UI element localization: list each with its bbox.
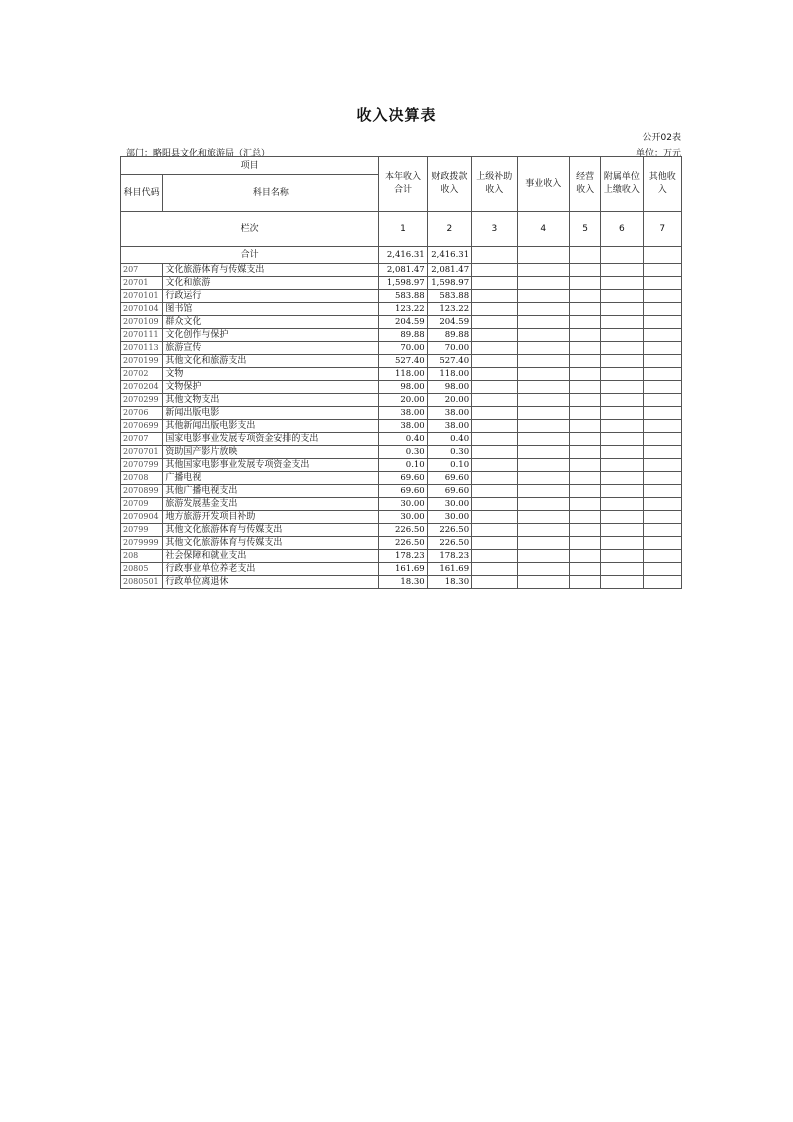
row-other	[643, 511, 681, 524]
table-row	[121, 277, 682, 290]
row-superior	[472, 485, 517, 498]
row-total: 38.00	[379, 407, 427, 420]
row-code: 208	[121, 550, 163, 563]
row-other	[643, 537, 681, 550]
total-row	[121, 247, 682, 264]
row-total: 2,081.47	[379, 264, 427, 277]
row-other	[643, 459, 681, 472]
row-other	[643, 329, 681, 342]
row-affiliated	[601, 511, 643, 524]
row-total: 0.30	[379, 446, 427, 459]
row-name: 其他文物支出	[163, 394, 379, 407]
row-other	[643, 407, 681, 420]
column-index-2: 2	[427, 212, 471, 247]
row-fiscal: 38.00	[427, 407, 471, 420]
row-total: 161.69	[379, 563, 427, 576]
row-superior	[472, 303, 517, 316]
table-row	[121, 433, 682, 446]
row-business	[517, 329, 569, 342]
row-total: 98.00	[379, 381, 427, 394]
row-name: 图书馆	[163, 303, 379, 316]
row-affiliated	[601, 576, 643, 589]
table-row	[121, 420, 682, 433]
total-fiscal: 2,416.31	[427, 247, 471, 264]
row-other	[643, 485, 681, 498]
row-affiliated	[601, 433, 643, 446]
row-name: 旅游宣传	[163, 342, 379, 355]
row-other	[643, 433, 681, 446]
row-total: 204.59	[379, 316, 427, 329]
table-row	[121, 524, 682, 537]
row-operating	[569, 329, 600, 342]
row-superior	[472, 355, 517, 368]
row-code: 20706	[121, 407, 163, 420]
table-row	[121, 264, 682, 277]
row-name: 地方旅游开发项目补助	[163, 511, 379, 524]
row-total: 18.30	[379, 576, 427, 589]
row-fiscal: 118.00	[427, 368, 471, 381]
header-total: 本年收入合计	[379, 157, 427, 212]
row-code: 2070104	[121, 303, 163, 316]
row-operating	[569, 563, 600, 576]
row-other	[643, 576, 681, 589]
row-name: 文化创作与保护	[163, 329, 379, 342]
row-name: 资助国产影片放映	[163, 446, 379, 459]
income-table	[120, 156, 682, 589]
department-label: 部门：略阳县文化和旅游局（汇总）	[126, 149, 271, 159]
row-business	[517, 485, 569, 498]
table-row	[121, 368, 682, 381]
row-code: 20709	[121, 498, 163, 511]
row-business	[517, 290, 569, 303]
row-affiliated	[601, 303, 643, 316]
row-affiliated	[601, 407, 643, 420]
row-code: 20799	[121, 524, 163, 537]
row-business	[517, 264, 569, 277]
row-other	[643, 264, 681, 277]
row-operating	[569, 290, 600, 303]
column-index-label: 栏次	[121, 212, 379, 247]
row-total: 226.50	[379, 524, 427, 537]
row-operating	[569, 316, 600, 329]
row-code: 20708	[121, 472, 163, 485]
row-business	[517, 277, 569, 290]
row-affiliated	[601, 550, 643, 563]
row-affiliated	[601, 277, 643, 290]
row-business	[517, 472, 569, 485]
row-affiliated	[601, 264, 643, 277]
row-fiscal: 98.00	[427, 381, 471, 394]
table-row	[121, 407, 682, 420]
table-row	[121, 537, 682, 550]
row-affiliated	[601, 394, 643, 407]
row-superior	[472, 472, 517, 485]
table-row	[121, 290, 682, 303]
row-affiliated	[601, 537, 643, 550]
row-name: 其他国家电影事业发展专项资金支出	[163, 459, 379, 472]
row-code: 20805	[121, 563, 163, 576]
row-operating	[569, 550, 600, 563]
row-code: 2070799	[121, 459, 163, 472]
row-affiliated	[601, 316, 643, 329]
header-name: 科目名称	[163, 175, 379, 212]
row-code: 2070109	[121, 316, 163, 329]
row-name: 其他文化旅游体育与传媒支出	[163, 524, 379, 537]
row-superior	[472, 576, 517, 589]
total-sum: 2,416.31	[379, 247, 427, 264]
row-total: 20.00	[379, 394, 427, 407]
table-row	[121, 316, 682, 329]
row-operating	[569, 498, 600, 511]
row-other	[643, 368, 681, 381]
row-name: 文化和旅游	[163, 277, 379, 290]
row-operating	[569, 576, 600, 589]
row-fiscal: 89.88	[427, 329, 471, 342]
row-other	[643, 290, 681, 303]
row-other	[643, 524, 681, 537]
row-affiliated	[601, 524, 643, 537]
row-superior	[472, 420, 517, 433]
row-fiscal: 2,081.47	[427, 264, 471, 277]
row-operating	[569, 446, 600, 459]
row-total: 123.22	[379, 303, 427, 316]
row-superior	[472, 394, 517, 407]
table-row	[121, 485, 682, 498]
row-operating	[569, 342, 600, 355]
table-row	[121, 381, 682, 394]
row-superior	[472, 459, 517, 472]
row-other	[643, 563, 681, 576]
row-fiscal: 123.22	[427, 303, 471, 316]
table-row	[121, 511, 682, 524]
row-code: 2070204	[121, 381, 163, 394]
row-affiliated	[601, 459, 643, 472]
row-code: 207	[121, 264, 163, 277]
row-name: 其他新闻出版电影支出	[163, 420, 379, 433]
row-name: 其他文化旅游体育与传媒支出	[163, 537, 379, 550]
row-name: 广播电视	[163, 472, 379, 485]
row-business	[517, 420, 569, 433]
row-code: 2070699	[121, 420, 163, 433]
row-business	[517, 303, 569, 316]
table-row	[121, 472, 682, 485]
row-operating	[569, 355, 600, 368]
row-name: 其他广播电视支出	[163, 485, 379, 498]
row-total: 69.60	[379, 485, 427, 498]
row-business	[517, 342, 569, 355]
header-code: 科目代码	[121, 175, 163, 212]
row-name: 文物	[163, 368, 379, 381]
row-business	[517, 563, 569, 576]
row-name: 旅游发展基金支出	[163, 498, 379, 511]
row-fiscal: 226.50	[427, 537, 471, 550]
row-other	[643, 342, 681, 355]
row-other	[643, 446, 681, 459]
row-fiscal: 69.60	[427, 485, 471, 498]
table-row	[121, 394, 682, 407]
row-other	[643, 355, 681, 368]
report-title: 收入决算表	[356, 106, 437, 124]
row-business	[517, 407, 569, 420]
row-superior	[472, 537, 517, 550]
header-affiliated: 附属单位上缴收入	[601, 157, 643, 212]
column-index-3: 3	[472, 212, 517, 247]
row-total: 178.23	[379, 550, 427, 563]
row-fiscal: 527.40	[427, 355, 471, 368]
row-name: 行政运行	[163, 290, 379, 303]
row-total: 0.10	[379, 459, 427, 472]
row-operating	[569, 537, 600, 550]
row-other	[643, 472, 681, 485]
row-code: 2070113	[121, 342, 163, 355]
row-other	[643, 394, 681, 407]
row-business	[517, 368, 569, 381]
row-code: 2079999	[121, 537, 163, 550]
row-superior	[472, 368, 517, 381]
row-business	[517, 394, 569, 407]
column-index-1: 1	[379, 212, 427, 247]
row-other	[643, 316, 681, 329]
column-index-6: 6	[601, 212, 643, 247]
table-row	[121, 576, 682, 589]
row-business	[517, 446, 569, 459]
row-total: 118.00	[379, 368, 427, 381]
row-code: 20701	[121, 277, 163, 290]
table-row	[121, 303, 682, 316]
table-row	[121, 550, 682, 563]
row-affiliated	[601, 290, 643, 303]
row-fiscal: 38.00	[427, 420, 471, 433]
row-fiscal: 161.69	[427, 563, 471, 576]
row-operating	[569, 277, 600, 290]
header-business: 事业收入	[517, 157, 569, 212]
total-other	[643, 247, 681, 264]
row-other	[643, 550, 681, 563]
row-business	[517, 316, 569, 329]
row-total: 583.88	[379, 290, 427, 303]
row-fiscal: 70.00	[427, 342, 471, 355]
row-superior	[472, 381, 517, 394]
row-superior	[472, 563, 517, 576]
row-superior	[472, 446, 517, 459]
row-code: 2070899	[121, 485, 163, 498]
row-operating	[569, 459, 600, 472]
row-affiliated	[601, 563, 643, 576]
row-superior	[472, 433, 517, 446]
row-superior	[472, 264, 517, 277]
row-business	[517, 576, 569, 589]
table-row	[121, 563, 682, 576]
row-superior	[472, 511, 517, 524]
row-business	[517, 498, 569, 511]
table-row	[121, 498, 682, 511]
row-affiliated	[601, 485, 643, 498]
total-operating	[569, 247, 600, 264]
header-fiscal: 财政拨款收入	[427, 157, 471, 212]
row-code: 2070111	[121, 329, 163, 342]
row-fiscal: 30.00	[427, 511, 471, 524]
row-code: 2070701	[121, 446, 163, 459]
row-superior	[472, 407, 517, 420]
row-name: 新闻出版电影	[163, 407, 379, 420]
row-other	[643, 277, 681, 290]
row-name: 社会保障和就业支出	[163, 550, 379, 563]
row-affiliated	[601, 472, 643, 485]
total-label: 合计	[121, 247, 379, 264]
row-affiliated	[601, 381, 643, 394]
row-affiliated	[601, 329, 643, 342]
row-total: 89.88	[379, 329, 427, 342]
row-business	[517, 511, 569, 524]
row-name: 行政单位离退休	[163, 576, 379, 589]
row-fiscal: 1,598.97	[427, 277, 471, 290]
row-superior	[472, 550, 517, 563]
column-index-4: 4	[517, 212, 569, 247]
header-project: 项目	[121, 157, 379, 175]
row-operating	[569, 368, 600, 381]
row-total: 527.40	[379, 355, 427, 368]
row-affiliated	[601, 498, 643, 511]
row-other	[643, 498, 681, 511]
row-fiscal: 0.30	[427, 446, 471, 459]
row-superior	[472, 316, 517, 329]
row-operating	[569, 381, 600, 394]
row-superior	[472, 277, 517, 290]
header-other: 其他收入	[643, 157, 681, 212]
row-business	[517, 550, 569, 563]
row-operating	[569, 407, 600, 420]
row-operating	[569, 264, 600, 277]
row-fiscal: 20.00	[427, 394, 471, 407]
table-row	[121, 329, 682, 342]
unit-label: 单位：万元	[635, 149, 681, 159]
header-operating: 经营收入	[569, 157, 600, 212]
row-fiscal: 0.40	[427, 433, 471, 446]
row-operating	[569, 511, 600, 524]
row-other	[643, 303, 681, 316]
row-fiscal: 226.50	[427, 524, 471, 537]
row-total: 226.50	[379, 537, 427, 550]
row-operating	[569, 433, 600, 446]
row-name: 群众文化	[163, 316, 379, 329]
row-business	[517, 537, 569, 550]
row-operating	[569, 303, 600, 316]
row-operating	[569, 485, 600, 498]
row-superior	[472, 290, 517, 303]
row-other	[643, 420, 681, 433]
row-business	[517, 355, 569, 368]
row-business	[517, 433, 569, 446]
row-fiscal: 204.59	[427, 316, 471, 329]
row-code: 2070101	[121, 290, 163, 303]
table-row	[121, 342, 682, 355]
row-fiscal: 0.10	[427, 459, 471, 472]
row-total: 30.00	[379, 511, 427, 524]
row-name: 国家电影事业发展专项资金安排的支出	[163, 433, 379, 446]
table-row	[121, 459, 682, 472]
row-fiscal: 178.23	[427, 550, 471, 563]
row-other	[643, 381, 681, 394]
row-affiliated	[601, 355, 643, 368]
total-affiliated	[601, 247, 643, 264]
row-code: 2070904	[121, 511, 163, 524]
total-superior	[472, 247, 517, 264]
row-superior	[472, 329, 517, 342]
row-total: 69.60	[379, 472, 427, 485]
row-affiliated	[601, 368, 643, 381]
table-row	[121, 355, 682, 368]
row-total: 1,598.97	[379, 277, 427, 290]
column-index-7: 7	[643, 212, 681, 247]
row-fiscal: 69.60	[427, 472, 471, 485]
row-code: 2080501	[121, 576, 163, 589]
row-fiscal: 18.30	[427, 576, 471, 589]
column-index-row	[121, 212, 682, 247]
row-name: 行政事业单位养老支出	[163, 563, 379, 576]
row-fiscal: 583.88	[427, 290, 471, 303]
header-superior: 上级补助收入	[472, 157, 517, 212]
row-fiscal: 30.00	[427, 498, 471, 511]
row-name: 文物保护	[163, 381, 379, 394]
row-code: 20707	[121, 433, 163, 446]
row-name: 其他文化和旅游支出	[163, 355, 379, 368]
row-total: 0.40	[379, 433, 427, 446]
row-superior	[472, 498, 517, 511]
row-operating	[569, 394, 600, 407]
row-business	[517, 459, 569, 472]
row-code: 20702	[121, 368, 163, 381]
row-total: 38.00	[379, 420, 427, 433]
row-affiliated	[601, 446, 643, 459]
table-row	[121, 446, 682, 459]
row-affiliated	[601, 342, 643, 355]
row-business	[517, 381, 569, 394]
row-superior	[472, 342, 517, 355]
row-code: 2070199	[121, 355, 163, 368]
row-business	[517, 524, 569, 537]
row-operating	[569, 420, 600, 433]
row-operating	[569, 524, 600, 537]
form-number: 公开02表	[642, 133, 681, 143]
row-name: 文化旅游体育与传媒支出	[163, 264, 379, 277]
total-business	[517, 247, 569, 264]
row-code: 2070299	[121, 394, 163, 407]
row-total: 70.00	[379, 342, 427, 355]
row-operating	[569, 472, 600, 485]
row-superior	[472, 524, 517, 537]
row-affiliated	[601, 420, 643, 433]
row-total: 30.00	[379, 498, 427, 511]
column-index-5: 5	[569, 212, 600, 247]
